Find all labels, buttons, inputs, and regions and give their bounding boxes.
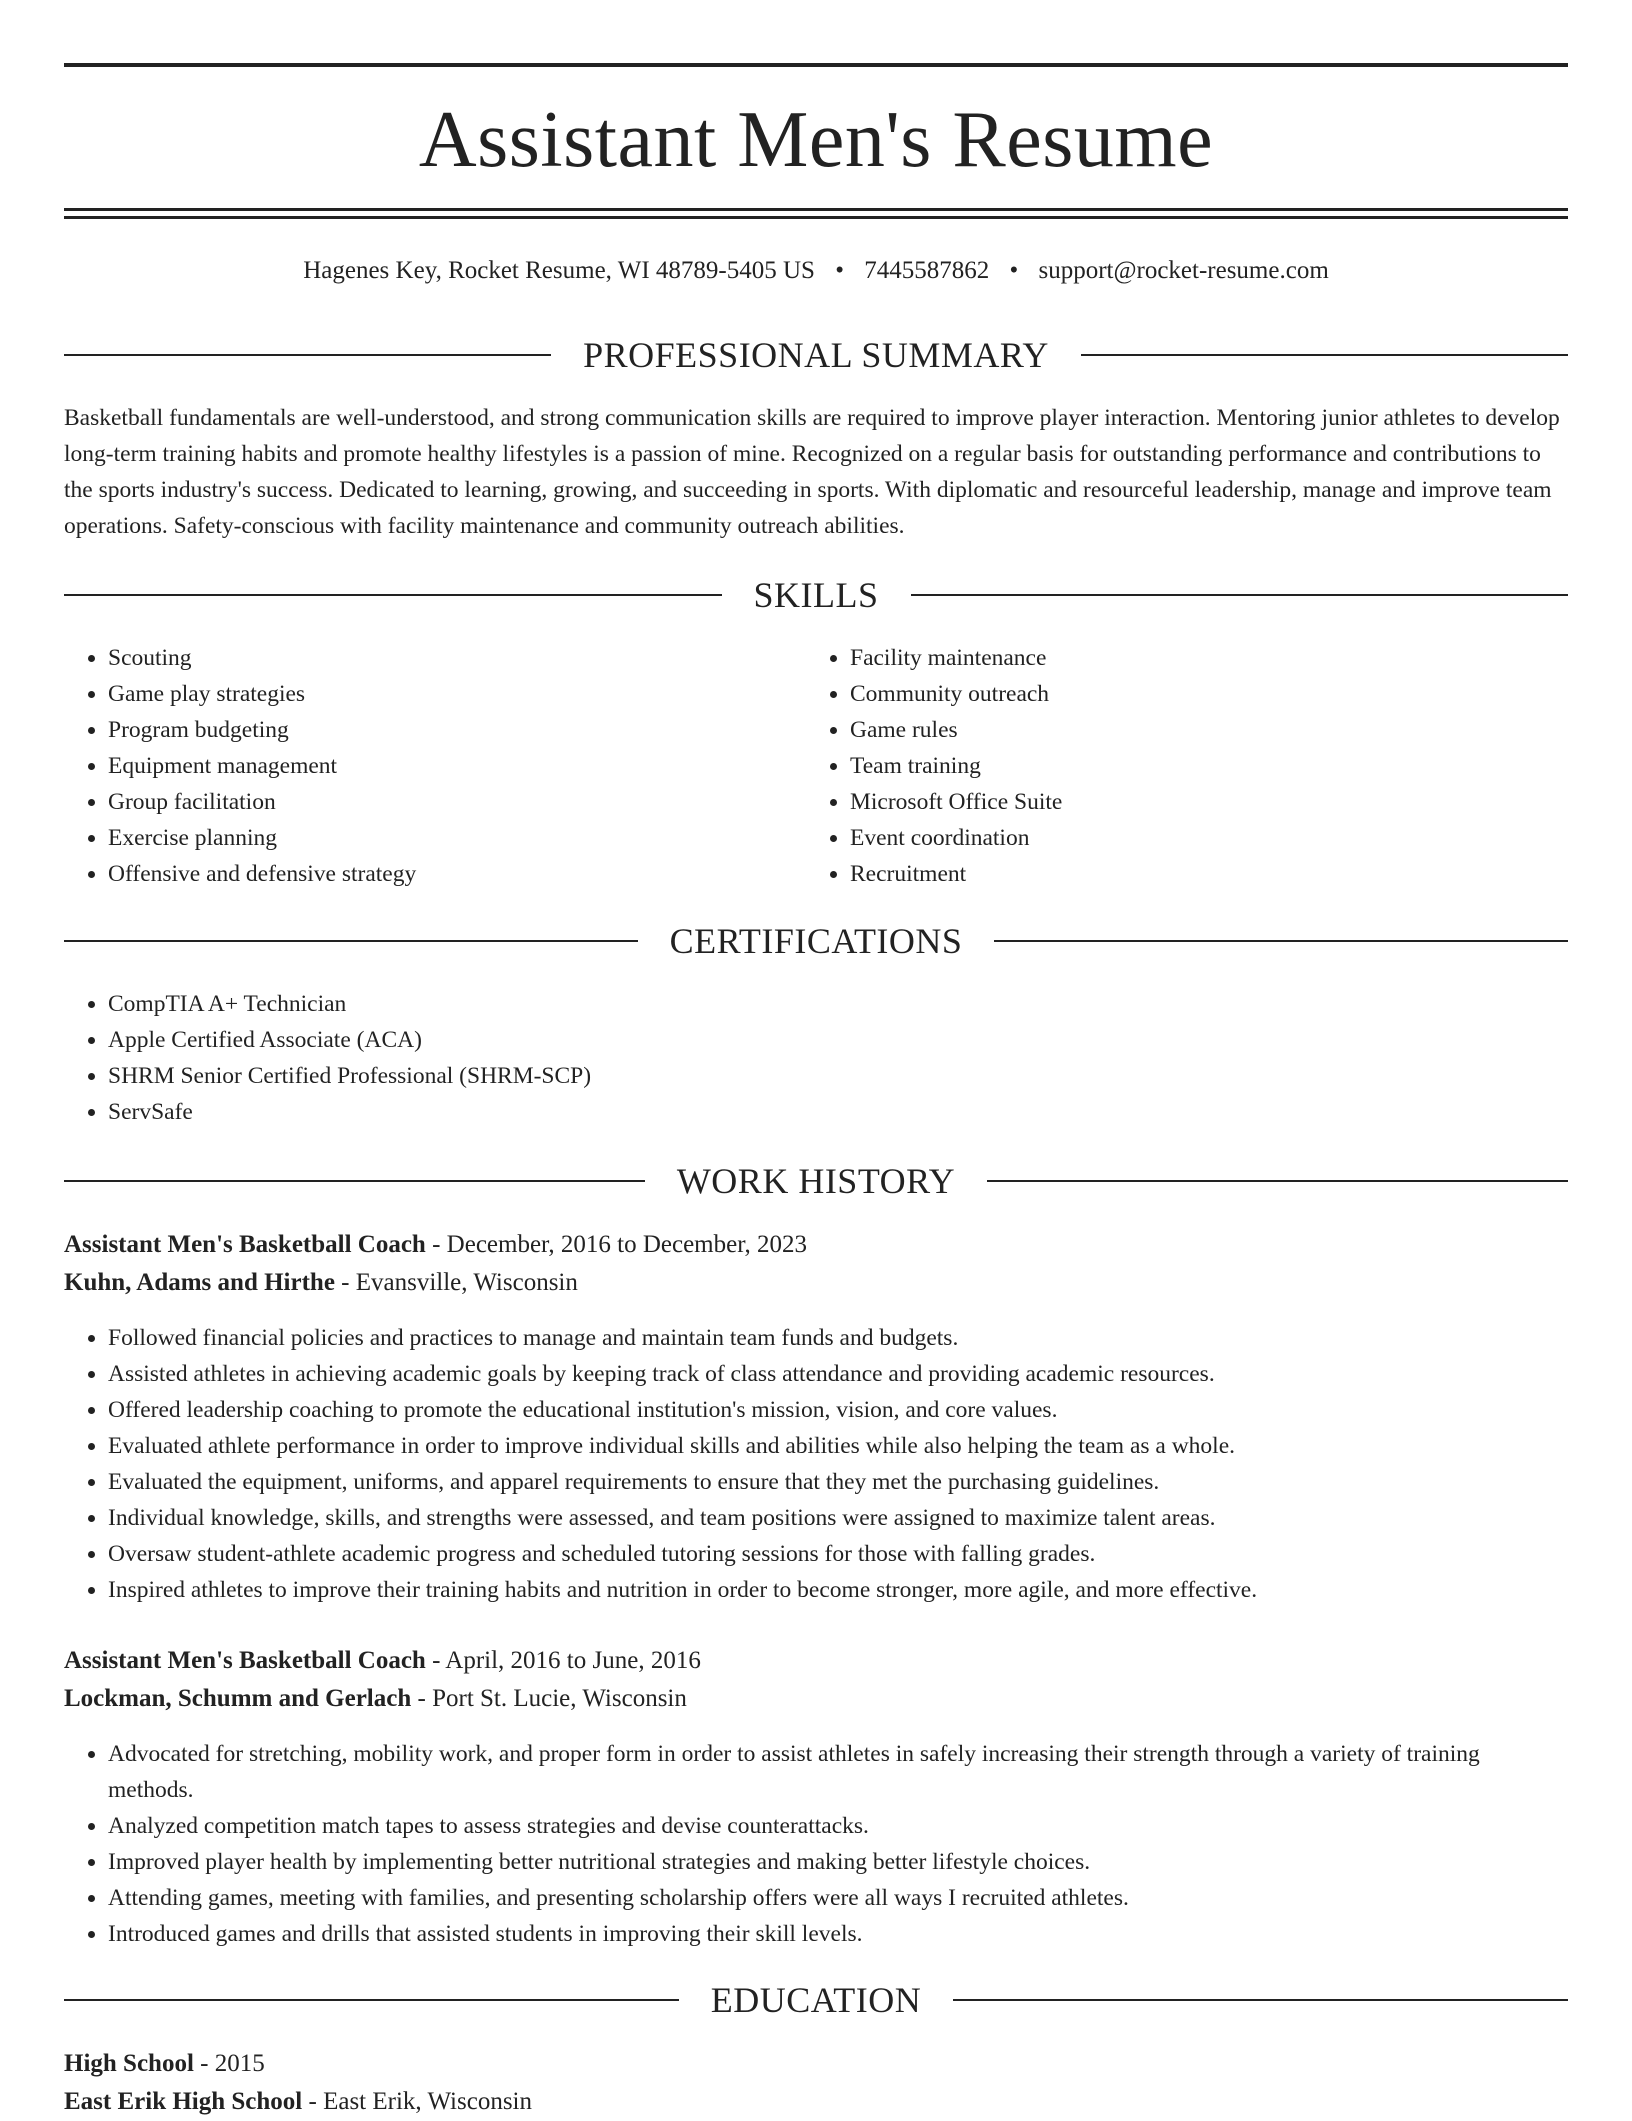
education-school: East Erik High School (64, 2088, 303, 2115)
skill-item: • Equipment management (108, 748, 808, 784)
job-bullet: • Attending games, meeting with families, and presenting scholarship offers were all ways I recruited athletes. (108, 1880, 1568, 1916)
certification-item: • CompTIA A+ Technician (108, 986, 1508, 1022)
skill-item: • Game play strategies (108, 676, 808, 712)
summary-heading (64, 333, 1568, 377)
contact-email: support@rocket-resume.com (1038, 257, 1329, 284)
certifications-heading (64, 919, 1568, 963)
contact-line (64, 254, 1568, 288)
heading-rule-left (64, 1180, 645, 1182)
education-location: - East Erik, Wisconsin (302, 2088, 532, 2115)
top-rule (64, 63, 1568, 67)
job-title: Assistant Men's Basketball Coach (64, 1647, 426, 1674)
job-bullet: • Assisted athletes in achieving academic goals by keeping track of class attendance and providing academic resources. (108, 1356, 1568, 1392)
job-bullet: • Oversaw student-athlete academic progress and scheduled tutoring sessions for those with falling grades. (108, 1536, 1568, 1572)
job-dates: - December, 2016 to December, 2023 (425, 1231, 808, 1258)
contact-separator: • (835, 257, 844, 284)
work-history-heading-label: WORK HISTORY (676, 1161, 956, 1201)
education-heading (64, 1978, 1568, 2022)
contact-separator: • (1009, 257, 1019, 284)
heading-rule-right (987, 1180, 1568, 1182)
certifications-heading-label: CERTIFICATIONS (669, 921, 963, 961)
job-bullets (64, 1320, 1568, 1608)
job-dates: - April, 2016 to June, 2016 (425, 1647, 701, 1674)
certifications-list (64, 986, 1508, 1130)
job-bullet: • Introduced games and drills that assisted students in improving their skill levels. (108, 1916, 1568, 1952)
heading-rule-right (1081, 354, 1568, 356)
contact-address: Hagenes Key, Rocket Resume, WI 48789-5405 US (303, 257, 815, 284)
job-company-line (64, 1264, 1568, 1302)
job-bullet: • Analyzed competition match tapes to assess strategies and devise counterattacks. (108, 1808, 1568, 1844)
heading-rule-right (911, 594, 1569, 596)
skill-item: • Scouting (108, 640, 808, 676)
work-history-heading (64, 1159, 1568, 1203)
education-degree-line (64, 2045, 1568, 2083)
resume-title: Assistant Men's Resume (418, 96, 1214, 184)
skill-item: • Exercise planning (108, 820, 808, 856)
job-bullet: • Individual knowledge, skills, and strengths were assessed, and team positions were assigned to maximize talent areas. (108, 1500, 1568, 1536)
skill-item: • Group facilitation (108, 784, 808, 820)
skill-item: • Microsoft Office Suite (850, 784, 1550, 820)
job-location: - Port St. Lucie, Wisconsin (411, 1685, 687, 1712)
skill-item: • Facility maintenance (850, 640, 1550, 676)
heading-rule-left (64, 354, 551, 356)
skills-list-left (64, 640, 808, 892)
skill-item: • Offensive and defensive strategy (108, 856, 808, 892)
heading-rule-left (64, 1999, 679, 2001)
skill-item: • Program budgeting (108, 712, 808, 748)
certification-item: • SHRM Senior Certified Professional (SHRM-SCP) (108, 1058, 1508, 1094)
heading-rule-right (953, 1999, 1568, 2001)
job-company-line (64, 1680, 1568, 1718)
certification-item: • ServSafe (108, 1094, 1508, 1130)
job-bullet: • Advocated for stretching, mobility work, and proper form in order to assist athletes in safely increasing their strength through a variety of training methods. (108, 1736, 1568, 1808)
skill-item: • Team training (850, 748, 1550, 784)
heading-rule-left (64, 594, 722, 596)
job-bullet: • Improved player health by implementing better nutritional strategies and making better lifestyle choices. (108, 1844, 1568, 1880)
summary-text: Basketball fundamentals are well-understood, and strong communication skills are required to improve player interaction. Mentoring junior athletes to develop long-term training habits and promote healthy lifestyles is a passion of mine. Recognized on a regular basis for outstanding performance and contributions to the sports industry's success. Dedicated to learning, growing, and succeeding in sports. With diplomatic and resourceful leadership, manage and improve team operations. Safety-conscious with facility maintenance and community outreach abilities. (64, 405, 1560, 539)
job-title-line (64, 1226, 1568, 1264)
skills-list-right (806, 640, 1550, 892)
job-bullet: • Evaluated athlete performance in order to improve individual skills and abilities while also helping the team as a whole. (108, 1428, 1568, 1464)
skills-heading (64, 573, 1568, 617)
summary-heading-label: PROFESSIONAL SUMMARY (583, 335, 1049, 375)
education-school-line (64, 2083, 1568, 2121)
education-heading-label: EDUCATION (710, 1980, 922, 2020)
job-bullet: • Inspired athletes to improve their training habits and nutrition in order to become stronger, more agile, and more effective. (108, 1572, 1568, 1608)
contact-phone: 7445587862 (864, 257, 990, 284)
heading-rule-right (994, 940, 1568, 942)
job-title: Assistant Men's Basketball Coach (64, 1231, 426, 1258)
skill-item: • Event coordination (850, 820, 1550, 856)
education-year: - 2015 (193, 2050, 265, 2077)
job-company: Lockman, Schumm and Gerlach (64, 1685, 412, 1712)
certification-item: • Apple Certified Associate (ACA) (108, 1022, 1508, 1058)
job-bullet: • Offered leadership coaching to promote the educational institution's mission, vision, and core values. (108, 1392, 1568, 1428)
job-company: Kuhn, Adams and Hirthe (64, 1269, 335, 1296)
skill-item: • Community outreach (850, 676, 1550, 712)
job-bullets (64, 1736, 1568, 1952)
skills-heading-label: SKILLS (753, 575, 879, 615)
skill-item: • Recruitment (850, 856, 1550, 892)
job-title-line (64, 1642, 1568, 1680)
job-bullet: • Evaluated the equipment, uniforms, and apparel requirements to ensure that they met the purchasing guidelines. (108, 1464, 1568, 1500)
title-double-rule (64, 208, 1568, 219)
job-location: - Evansville, Wisconsin (334, 1269, 578, 1296)
job-bullet: • Followed financial policies and practices to manage and maintain team funds and budgets. (108, 1320, 1568, 1356)
education-degree: High School (64, 2050, 194, 2077)
skill-item: • Game rules (850, 712, 1550, 748)
heading-rule-left (64, 940, 638, 942)
